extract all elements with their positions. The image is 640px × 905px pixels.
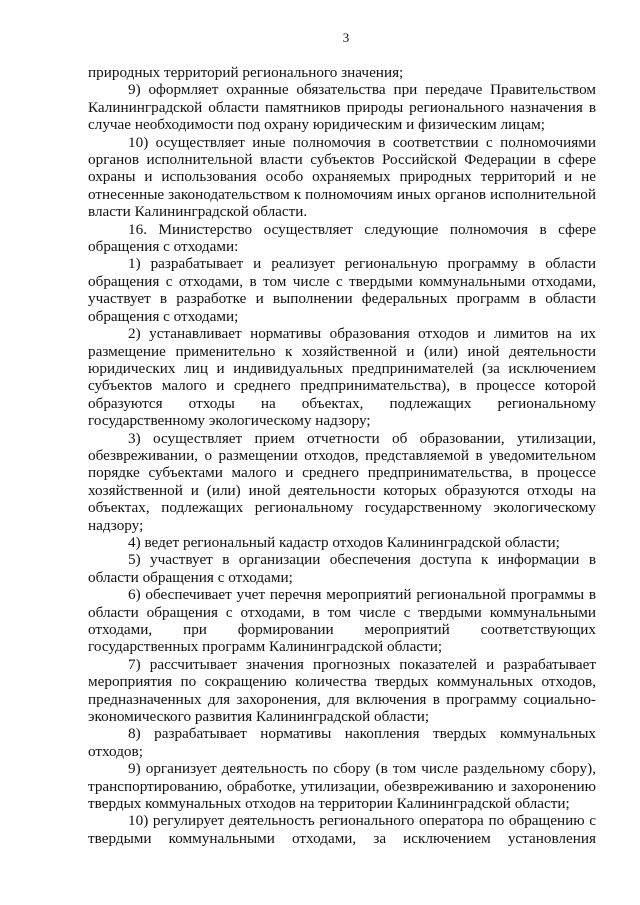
paragraph: 8) разрабатывает нормативы накопления твердых коммунальных отходов; [88,725,596,760]
paragraph: природных территорий регионального значения; [88,64,404,81]
paragraph: 10) регулирует деятельность регионального оператора по обращению с твердыми коммунальными отходами, за исключением установления [88,812,596,847]
document-page [88,30,596,847]
paragraph: 10) осуществляет иные полномочия в соответствии с полномочиями органов исполнительной власти субъектов Российской Федерации в сфере охраны и использования особо охраняемых природных территорий и не отнесенные законодательством к полномочиям иных органов исполнительной власти Калининградской области. [88,133,596,221]
page-number: 3 [342,30,350,45]
paragraph: 7) рассчитывает значения прогнозных показателей и разрабатывает мероприятия по сокращению количества твердых коммунальных отходов, предназначенных для захоронения, для включения в программу социально-экономического развития Калининградской области; [88,655,596,726]
paragraph: 3) осуществляет прием отчетности об образовании, утилизации, обезвреживании, о размещении отходов, представляемой в уведомительном порядке субъектами малого и среднего предпринимательства, в процессе хозяйственной и (или) иной деятельности которых образуются отходы на объектах, подлежащих региональному государственному экологическому надзору; [88,429,596,534]
paragraph: 2) устанавливает нормативы образования отходов и лимитов на их размещение применительно к хозяйственной и (или) иной деятельности юридических лиц и индивидуальных предпринимателей (за исключением субъектов малого и среднего предпринимательства), в процессе которой образуются отходы на объектах, подлежащих региональному государственному экологическому надзору; [88,325,596,430]
document-body [88,64,596,847]
paragraph: 1) разрабатывает и реализует региональную программу в области обращения с отходами, в том числе с твердыми коммунальными отходами, участвует в разработке и выполнении федеральных программ в области обращения с отходами; [88,255,596,325]
paragraph: 16. Министерство осуществляет следующие полномочия в сфере обращения с отходами: [88,220,596,256]
paragraph: 9) организует деятельность по сбору (в том числе раздельному сбору), транспортированию, обработке, утилизации, обезвреживанию и захоронению твердых коммунальных отходов на территории Калининградской области; [88,760,596,813]
paragraph: 4) ведет региональный кадастр отходов Калининградской области; [128,533,560,551]
paragraph: 9) оформляет охранные обязательства при передаче Правительством Калининградской области памятников природы регионального назначения в случае необходимости под охрану юридическим и физическим лицам; [88,81,596,134]
paragraph: 6) обеспечивает учет перечня мероприятий региональной программы в области обращения с отходами, в том числе с твердыми коммунальными отходами, при формировании мероприятий соответствующих государственных программ Калининградской области; [88,586,596,656]
paragraph: 5) участвует в организации обеспечения доступа к информации в области обращения с отходами; [88,551,596,586]
